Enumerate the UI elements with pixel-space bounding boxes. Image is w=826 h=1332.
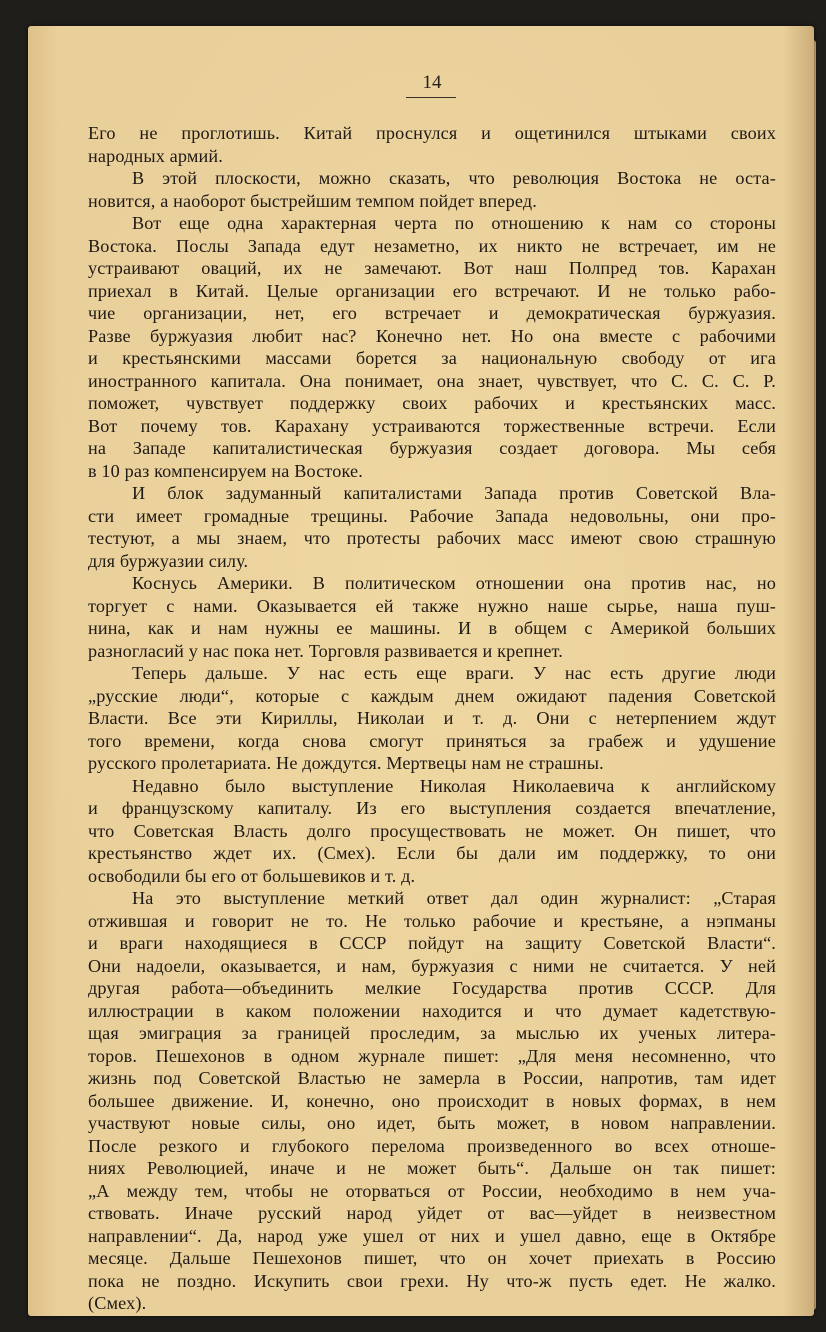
text-line: новится, а наоборот быстрейшим темпом пойдет вперед. bbox=[88, 190, 537, 211]
text-line: что Советская Власть долго просуществовать не может. Он пишет, что bbox=[88, 820, 776, 841]
text-line: Вот почему тов. Карахану устраиваются торжественные встречи. Если bbox=[88, 415, 776, 436]
page-number-rule bbox=[406, 97, 456, 98]
text-line: Коснусь Америки. В политическом отношении она против нас, но bbox=[132, 573, 776, 593]
text-line: тестуют, а мы знаем, что протесты рабочих масс имеют свою страшную bbox=[88, 528, 776, 548]
text-line: „А между тем, чтобы не оторваться от России, необходимо в нем уча- bbox=[88, 1180, 776, 1201]
text-line: освободили бы его от большевиков и т. д. bbox=[88, 865, 416, 886]
text-line: Они надоели, оказывается, и нам, буржуазия с ними не считается. У ней bbox=[88, 955, 776, 976]
body-text bbox=[88, 122, 776, 1315]
text-line: иллюстрации в каком положении находится и что думает кадетствую- bbox=[88, 1000, 776, 1021]
text-line: ниях Революцией, иначе и не может быть“. Дальше он так пишет: bbox=[88, 1158, 776, 1178]
text-line: И блок задуманный капиталистами Запада против Советской Вла- bbox=[132, 483, 776, 503]
text-line: и крестьянскими массами борется за национальную свободу от ига bbox=[88, 348, 776, 368]
text-line: на Западе капиталистическая буржуазия создает договора. Мы себя bbox=[88, 438, 776, 458]
text-line: участвуют новые силы, оно идет, быть может, в новом направлении. bbox=[88, 1113, 776, 1133]
text-line: ствовать. Иначе русский народ уйдет от вас—уйдет в неизвестном bbox=[88, 1203, 776, 1223]
text-line: устраивают оваций, их не замечают. Вот наш Полпред тов. Карахан bbox=[88, 258, 776, 278]
text-line: в 10 раз компенсируем на Востоке. bbox=[88, 460, 363, 481]
text-line: крестьянство ждет их. (Смех). Если бы дали им поддержку, то они bbox=[88, 843, 776, 863]
text-line: народных армий. bbox=[88, 145, 223, 166]
text-line: сти имеет громадные трещины. Рабочие Запада недовольны, они про- bbox=[88, 505, 776, 526]
text-line: Разве буржуазия любит нас? Конечно нет. Но она вместе с рабочими bbox=[88, 325, 776, 346]
text-line: торов. Пешехонов в одном журнале пишет: „Для меня несомненно, что bbox=[88, 1045, 776, 1066]
text-line: того времени, когда снова смогут приняться за грабеж и удушение bbox=[88, 730, 776, 751]
text-line: приехал в Китай. Целые организации его встречают. И не только рабо- bbox=[88, 280, 776, 301]
text-line: другая работа—объединить мелкие Государства против СССР. Для bbox=[88, 978, 776, 998]
text-line: В этой плоскости, можно сказать, что революция Востока не оста- bbox=[132, 168, 776, 188]
text-line: Востока. Послы Запада едут незаметно, их никто не встречает, им не bbox=[88, 235, 776, 256]
text-line: Его не проглотишь. Китай проснулся и ощетинился штыками своих bbox=[88, 123, 776, 143]
text-line: разногласий у нас пока нет. Торговля развивается и крепнет. bbox=[88, 640, 563, 661]
text-line: торгует с нами. Оказывается ей также нужно наше сырье, наша пуш- bbox=[88, 595, 776, 616]
text-line: Недавно было выступление Николая Николаевича к английскому bbox=[132, 775, 776, 796]
text-line: пока не поздно. Искупить свои грехи. Ну что-ж пусть едет. Не жалко. bbox=[88, 1270, 776, 1291]
text-line: русского пролетариата. Не дождутся. Мертвецы нам не страшны. bbox=[88, 753, 604, 773]
text-line: чие организации, нет, его встречает и демократическая буржуазия. bbox=[88, 303, 776, 323]
text-line: щая эмиграция за границей проследим, за мыслью их ученых литера- bbox=[88, 1023, 776, 1043]
text-line: „русские люди“, которые с каждым днем ожидают падения Советской bbox=[88, 685, 776, 706]
text-line: и враги находящиеся в СССР пойдут на защиту Советской Власти“. bbox=[88, 933, 776, 953]
text-line: поможет, чувствует поддержку своих рабочих и крестьянских масс. bbox=[88, 393, 776, 413]
text-line: Власти. Все эти Кириллы, Николаи и т. д. Они с нетерпением ждут bbox=[88, 708, 776, 728]
text-line: Теперь дальше. У нас есть еще враги. У нас есть другие люди bbox=[132, 663, 776, 683]
text-line: большее движение. И, конечно, оно происходит в новых формах, в нем bbox=[88, 1090, 776, 1111]
text-line: и французскому капиталу. Из его выступления создается впечатление, bbox=[88, 798, 776, 818]
text-line: После резкого и глубокого перелома произведенного во всех отноше- bbox=[88, 1135, 776, 1156]
text-line: Вот еще одна характерная черта по отношению к нам со стороны bbox=[132, 213, 776, 233]
text-line: жизнь под Советской Властью не замерла в России, напротив, там идет bbox=[88, 1068, 776, 1088]
text-line: направлении“. Да, народ уже ушел от них и ушел давно, еще в Октябре bbox=[88, 1225, 776, 1246]
text-line: отжившая и говорит не то. Не только рабочие и крестьяне, а нэпманы bbox=[88, 910, 776, 931]
text-line: нина, как и нам нужны ее машины. И в общем с Америкой больших bbox=[88, 618, 776, 638]
page-number: 14 bbox=[422, 72, 442, 93]
text-line: для буржуазии силу. bbox=[88, 550, 249, 571]
text-line: (Смех). bbox=[88, 1293, 147, 1313]
text-line: иностранного капитала. Она понимает, она знает, чувствует, что С. С. С. Р. bbox=[88, 370, 776, 391]
text-line: На это выступление меткий ответ дал один журналист: „Старая bbox=[132, 888, 776, 908]
text-line: месяце. Дальше Пешехонов пишет, что он хочет приехать в Россию bbox=[88, 1248, 776, 1268]
